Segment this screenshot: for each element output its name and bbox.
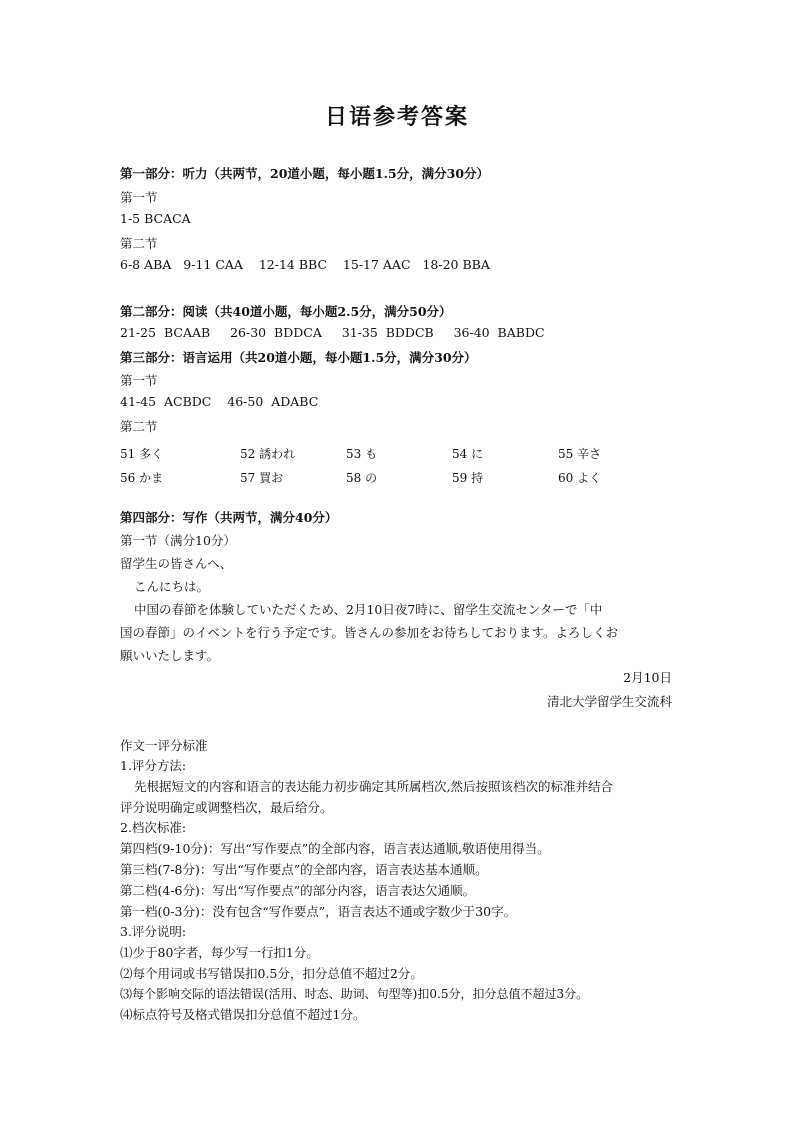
criteria-note: ⑴少于80字者，每少写一行扣1分。 <box>120 945 319 960</box>
criteria-method-label: 1.评分方法: <box>120 758 187 773</box>
criteria-note: ⑶每个影响交际的语法错误(活用、时态、助词、句型等)扣0.5分，扣分总值不超过3分。 <box>120 987 589 1001</box>
criteria-level: 第二档(4-6分)：写出“写作要点”的部分内容，语言表达欠通顺。 <box>120 883 476 898</box>
criteria-level: 第三档(7-8分)：写出“写作要点”的全部内容，语言表达基本通顺。 <box>120 862 488 877</box>
criteria-note: ⑵每个用词或书写错误扣0.5分，扣分总值不超过2分。 <box>120 966 423 981</box>
criteria-method-text: 先根据短文的内容和语言的表达能力初步确定其所属档次,然后按照该档次的标准并结合 <box>134 779 613 794</box>
criteria-level: 第一档(0-3分)：没有包含“写作要点”，语言表达不通或字数少于30字。 <box>120 904 517 919</box>
part3-heading: 第三部分：语言运用（共20道小题，每小题1.5分，满分30分） <box>120 350 477 365</box>
part1-section1-label: 第一节 <box>120 190 158 205</box>
fill-item: 54 に <box>452 447 484 461</box>
fill-item: 53 も <box>346 447 378 461</box>
criteria-level: 第四档(9-10分)：写出“写作要点”的全部内容，语言表达通顺,敬语使用得当。 <box>120 841 550 856</box>
letter-hello: こんにちは。 <box>134 579 210 594</box>
letter-body-line: 国の春節」のイベントを行う予定です。皆さんの参加をお待ちしております。よろしくお <box>120 625 619 640</box>
part3-section1-answers: 41-45 ACBDC 46-50 ADABC <box>120 394 319 409</box>
part3-section2-label: 第二节 <box>120 419 158 434</box>
letter-body-line: 中国の春節を体験していただくため、2月10日夜7時に、留学生交流センターで「中 <box>134 602 603 617</box>
fill-item: 57 買お <box>240 471 284 485</box>
page-title: 日语参考答案 <box>324 105 469 130</box>
part1-heading: 第一部分：听力（共两节，20道小题，每小题1.5分，满分30分） <box>120 166 490 181</box>
part2-heading: 第二部分：阅读（共40道小题，每小题2.5分，满分50分） <box>120 304 452 319</box>
part4-heading: 第四部分：写作（共两节，满分40分） <box>120 510 338 525</box>
part2-answers: 21-25 BCAAB 26-30 BDDCA 31-35 BDDCB 36-40 BABDC <box>120 325 545 340</box>
fill-item: 60 よく <box>558 471 602 485</box>
fill-item: 58 の <box>346 471 378 485</box>
criteria-notes-label: 3.评分说明: <box>120 924 187 939</box>
fill-item: 56 かま <box>120 471 164 485</box>
fill-item: 59 持 <box>452 471 484 485</box>
part3-section1-label: 第一节 <box>120 373 158 388</box>
part1-section1-answers: 1-5 BCACA <box>120 211 191 226</box>
fill-item: 51 多く <box>120 447 164 461</box>
criteria-levels-label: 2.档次标准: <box>120 820 187 835</box>
letter-body-line: 願いいたします。 <box>120 648 220 663</box>
criteria-note: ⑷标点符号及格式错误扣分总值不超过1分。 <box>120 1007 366 1022</box>
part1-section2-label: 第二节 <box>120 236 158 251</box>
part1-section2-answers: 6-8 ABA 9-11 CAA 12-14 BBC 15-17 AAC 18-20 BBA <box>120 257 490 272</box>
part4-section1-label: 第一节（满分10分） <box>120 533 236 548</box>
fill-item: 52 誘われ <box>240 447 296 461</box>
letter-date: 2月10日 <box>623 670 672 685</box>
criteria-title: 作文一评分标准 <box>120 738 208 753</box>
letter-greeting: 留学生の皆さんへ、 <box>120 556 233 571</box>
fill-item: 55 辛さ <box>558 447 602 461</box>
letter-sender: 清北大学留学生交流科 <box>546 694 672 709</box>
criteria-method-text: 评分说明确定或调整档次，最后给分。 <box>120 800 333 815</box>
